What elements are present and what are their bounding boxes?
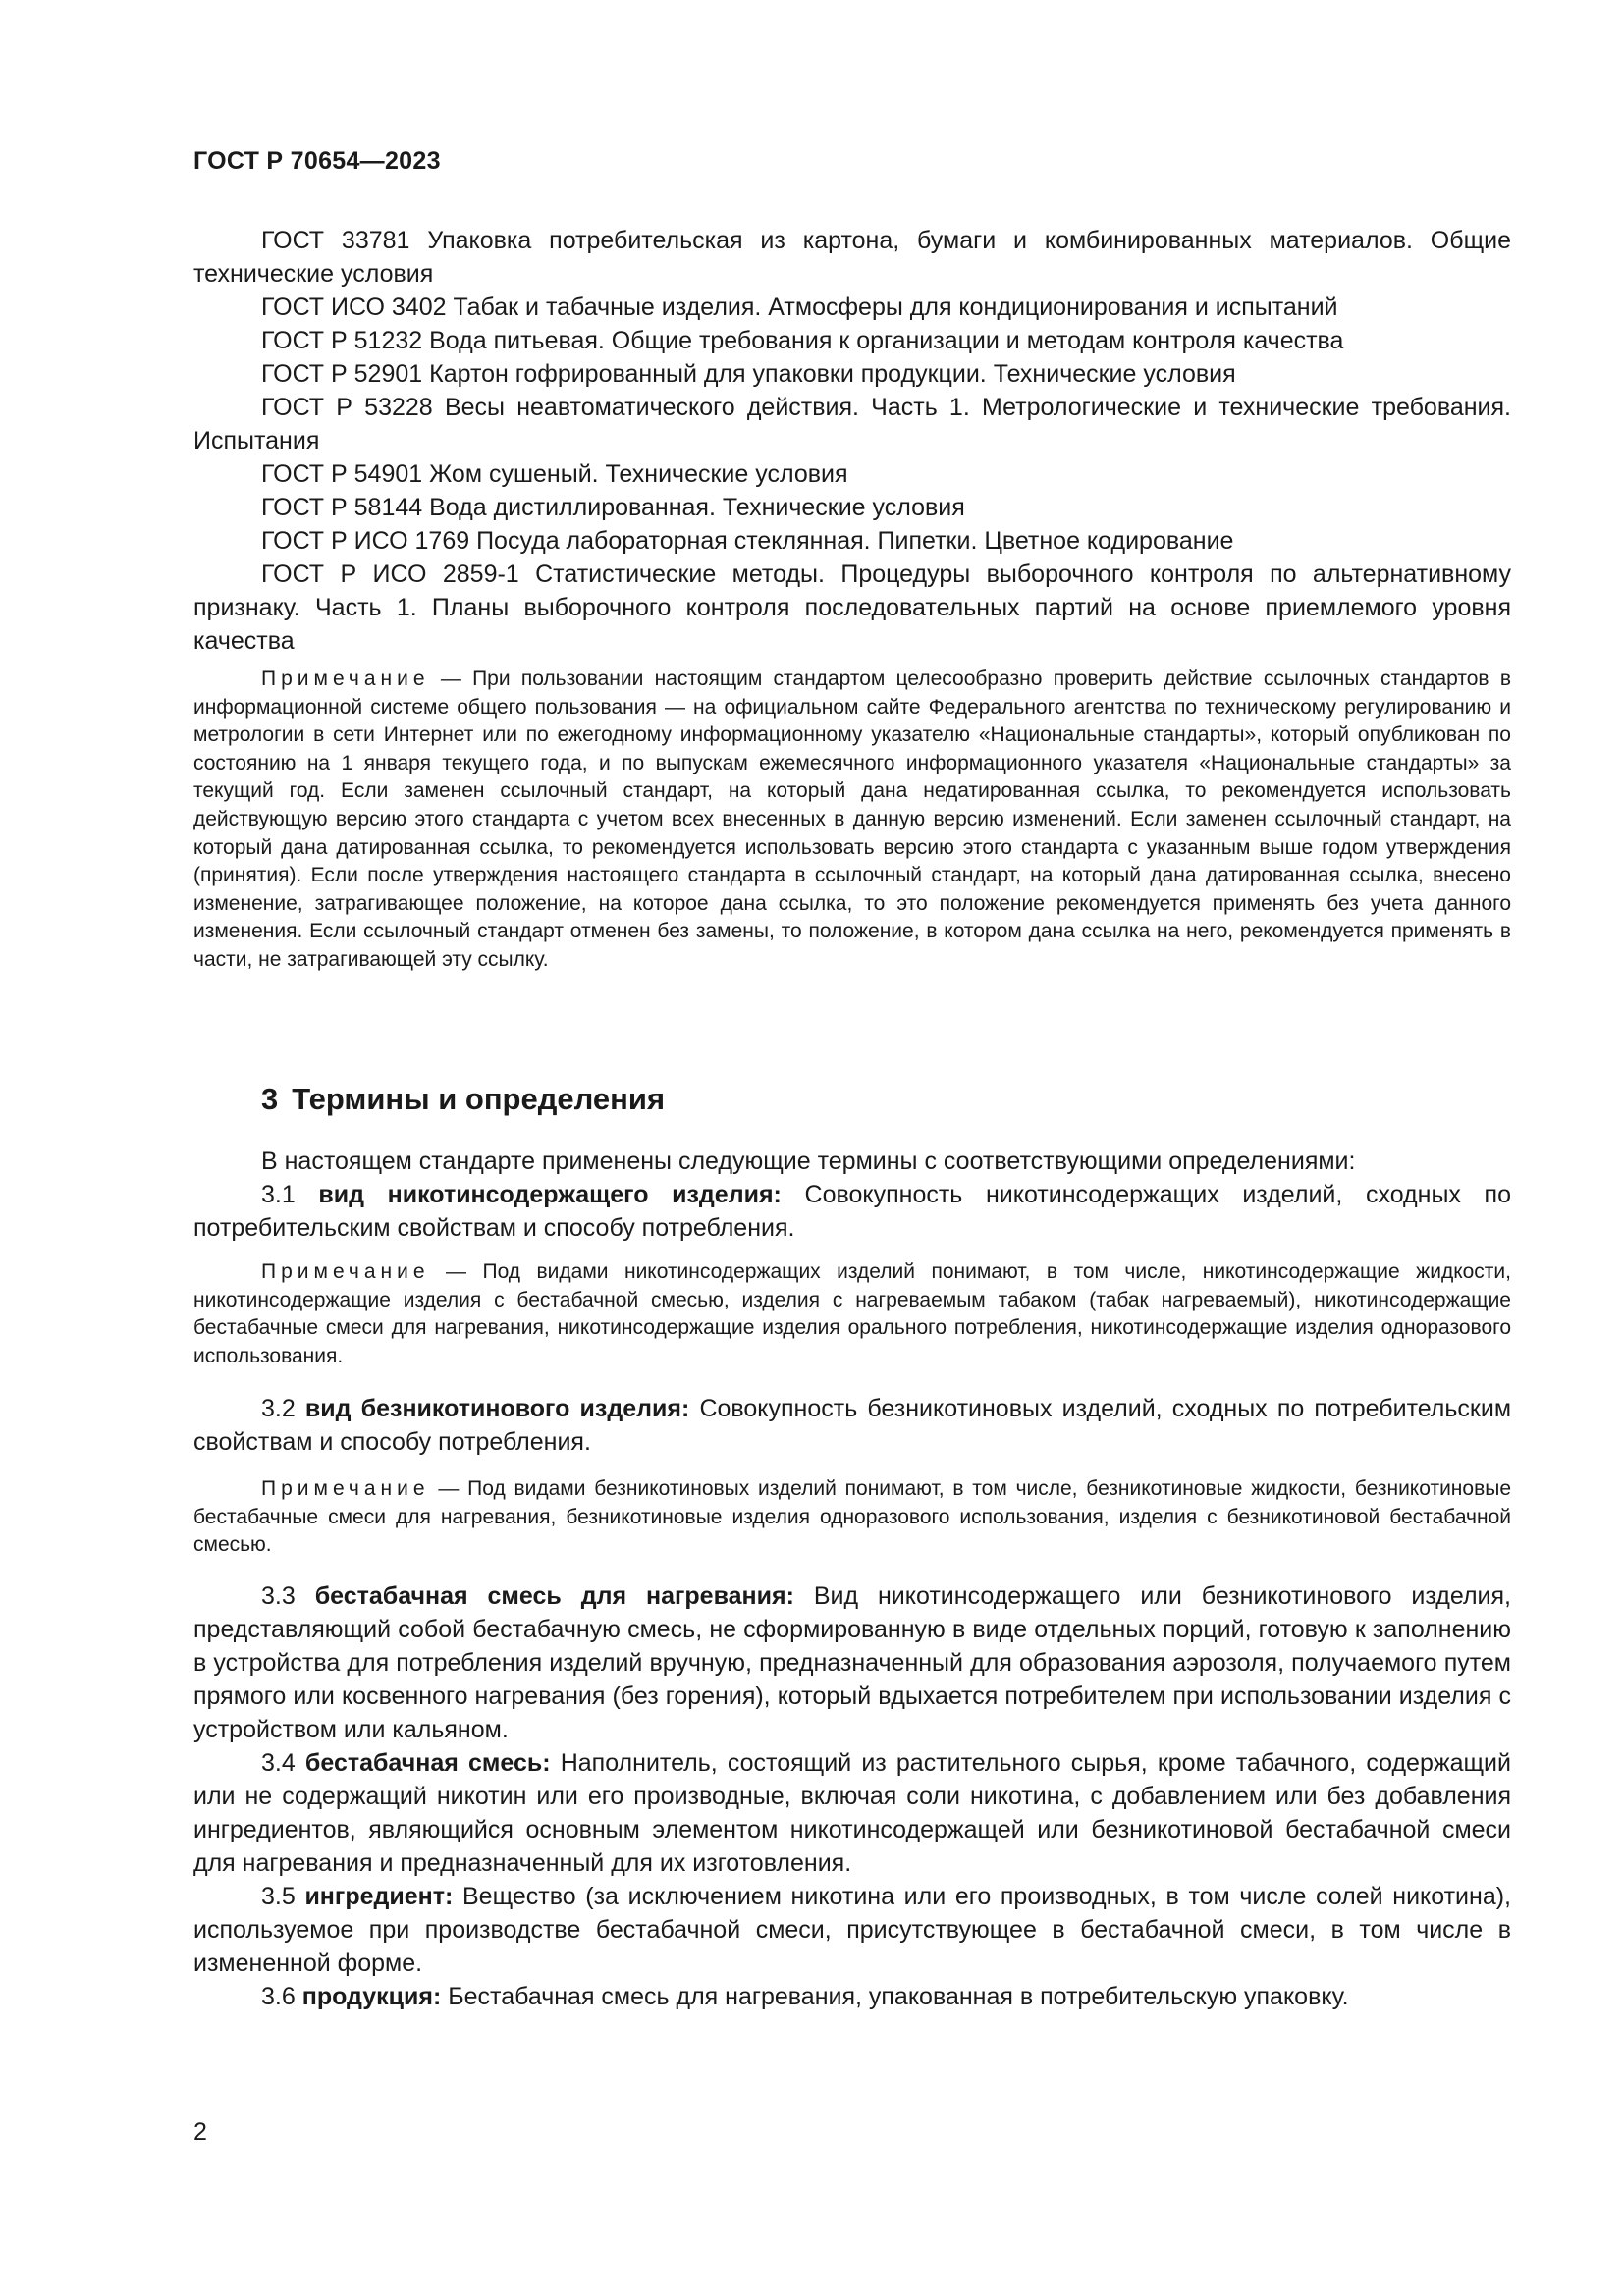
- reference-title: Статистические методы. Процедуры выборочного контроля по альтернативному признаку. Часть 1. Планы выборочного контроля последовательных партий на основе приемлемого уровня качества: [193, 561, 1512, 655]
- reference-code: ГОСТ Р 54901: [261, 460, 423, 488]
- reference-item: [193, 491, 1511, 524]
- section-number: 3: [261, 1082, 279, 1116]
- reference-item: [193, 457, 1511, 491]
- reference-item: [193, 224, 1511, 291]
- term-note: [193, 1475, 1511, 1560]
- term-entry: [193, 1392, 1511, 1459]
- reference-code: ГОСТ ИСО 3402: [261, 294, 447, 321]
- term-block: [193, 1392, 1511, 1459]
- term-number: 3.3: [261, 1582, 296, 1610]
- page-number: 2: [193, 2118, 207, 2146]
- terms-block: [193, 1579, 1511, 2013]
- term-name: вид никотинсодержащего изделия:: [318, 1181, 782, 1208]
- reference-code: ГОСТ Р 53228: [261, 394, 433, 421]
- reference-item: [193, 524, 1511, 558]
- term-number: 3.6: [261, 1983, 296, 2010]
- term-name: ингредиент:: [304, 1883, 454, 1910]
- note-label: Примечание: [261, 1477, 430, 1500]
- reference-code: ГОСТ Р ИСО 2859-1: [261, 561, 519, 588]
- reference-title: Весы неавтоматического действия. Часть 1. Метрологические и технические требования. Испытания: [193, 394, 1511, 454]
- term-definition: Вид никотинсодержащего или безникотинового изделия, представляющий собой бестабачную смесь, не сформированную в виде отдельных порций, готовую к заполнению в устройства для потребления изделий вручную, предназначенный для образования аэрозоля, получаемого путем прямого или косвенного нагревания (без горения), который вдыхается потребителем при использовании изделия с устройством или кальяном.: [193, 1582, 1511, 1743]
- term-number: 3.5: [261, 1883, 296, 1910]
- reference-code: ГОСТ Р 52901: [261, 360, 423, 388]
- reference-title: Вода питьевая. Общие требования к организации и методам контроля качества: [429, 327, 1344, 354]
- reference-title: Вода дистиллированная. Технические условия: [429, 494, 965, 521]
- reference-code: ГОСТ Р 51232: [261, 327, 423, 354]
- reference-item: [193, 558, 1511, 658]
- terms-intro-block: [193, 1145, 1511, 1245]
- reference-title: Табак и табачные изделия. Атмосферы для кондиционирования и испытаний: [453, 294, 1338, 321]
- term-number: 3.1: [261, 1181, 296, 1208]
- term-name: бестабачная смесь:: [304, 1749, 551, 1777]
- note-label: Примечание: [261, 1260, 430, 1283]
- term-name: бестабачная смесь для нагревания:: [314, 1582, 794, 1610]
- term-entry: [193, 1980, 1511, 2013]
- term-definition: Совокупность безникотиновых изделий, сходных по потребительским свойствам и способу потребления.: [193, 1395, 1512, 1456]
- reference-code: ГОСТ Р ИСО 1769: [261, 527, 470, 555]
- term-number: 3.4: [261, 1749, 296, 1777]
- note-text: — При пользовании настоящим стандартом целесообразно проверить действие ссылочных стандартов в информационной системе общего пользования — на официальном сайте Федерального агентства по техническому регулированию и метрологии в сети Интернет или по ежегодному информационному указателю «Национальные стандарты», который опубликован по состоянию на 1 января текущего года, и по выпускам ежемесячного информационного указателя «Национальные стандарты» за текущий год. Если заменен ссылочный стандарт, на который дана недатированная ссылка, то рекомендуется использовать действующую версию этого стандарта с учетом всех внесенных в данную версию изменений. Если заменен ссылочный стандарт, на который дана датированная ссылка, то рекомендуется использовать версию этого стандарта с указанным выше годом утверждения (принятия). Если после утверждения настоящего стандарта в ссылочный стандарт, на который дана датированная ссылка, внесено изменение, затрагивающее положение, на которое дана ссылка, то это положение рекомендуется применять без учета данного изменения. Если ссылочный стандарт отменен без замены, то положение, в котором дана ссылка на него, рекомендуется применять в части, не затрагивающей эту ссылку.: [193, 667, 1511, 971]
- normative-references: [193, 224, 1511, 658]
- document-header: ГОСТ Р 70654—2023: [193, 147, 441, 175]
- term-name: вид безникотинового изделия:: [304, 1395, 690, 1422]
- reference-item: [193, 391, 1511, 457]
- term-definition: Вещество (за исключением никотина или его производных, в том числе солей никотина), используемое при производстве бестабачной смеси, присутствующее в бестабачной смеси, в том числе в измененной форме.: [193, 1883, 1511, 1977]
- term-definition: Бестабачная смесь для нагревания, упакованная в потребительскую упаковку.: [448, 1983, 1349, 2010]
- term-entry: [193, 1579, 1511, 1746]
- note-text: — Под видами никотинсодержащих изделий понимают, в том числе, никотинсодержащие жидкости, никотинсодержащие изделия с бестабачной смесью, изделия с нагреваемым табаком (табак нагреваемый), никотинсодержащие бестабачные смеси для нагревания, никотинсодержащие изделия орального потребления, никотинсодержащие изделия одноразового использования.: [193, 1260, 1511, 1367]
- term-definition: Совокупность никотинсодержащих изделий, сходных по потребительским свойствам и способу потребления.: [193, 1181, 1511, 1242]
- reference-title: Упаковка потребительская из картона, бумаги и комбинированных материалов. Общие технические условия: [193, 227, 1512, 288]
- section-title: Термины и определения: [292, 1082, 666, 1116]
- reference-title: Картон гофрированный для упаковки продукции. Технические условия: [429, 360, 1236, 388]
- reference-item: [193, 324, 1511, 357]
- term-name: продукция:: [301, 1983, 442, 2010]
- references-note: [193, 666, 1511, 975]
- section-heading: [261, 1082, 665, 1117]
- term-entry: [193, 1178, 1511, 1245]
- term-entry: [193, 1880, 1511, 1980]
- note-label: Примечание: [261, 667, 430, 690]
- reference-title: Посуда лабораторная стеклянная. Пипетки. Цветное кодирование: [476, 527, 1234, 555]
- note-text: — Под видами безникотиновых изделий понимают, в том числе, безникотиновые жидкости, безникотиновые бестабачные смеси для нагревания, безникотиновые изделия одноразового использования, изделия с безникотиновой бестабачной смесью.: [193, 1477, 1512, 1557]
- reference-item: [193, 357, 1511, 391]
- term-note: [193, 1258, 1511, 1370]
- reference-code: ГОСТ Р 58144: [261, 494, 423, 521]
- section-intro: В настоящем стандарте применены следующие термины с соответствующими определениями:: [261, 1148, 1356, 1175]
- term-entry: [193, 1746, 1511, 1880]
- reference-code: ГОСТ 33781: [261, 227, 410, 254]
- reference-title: Жом сушеный. Технические условия: [429, 460, 848, 488]
- term-definition: Наполнитель, состоящий из растительного сырья, кроме табачного, содержащий или не содержащий никотин или его производные, включая соли никотина, с добавлением или без добавления ингредиентов, являющийся основным элементом никотинсодержащей или безникотиновой бестабачной смеси для нагревания и предназначенный для их изготовления.: [193, 1749, 1511, 1877]
- term-number: 3.2: [261, 1395, 296, 1422]
- reference-item: [193, 291, 1511, 324]
